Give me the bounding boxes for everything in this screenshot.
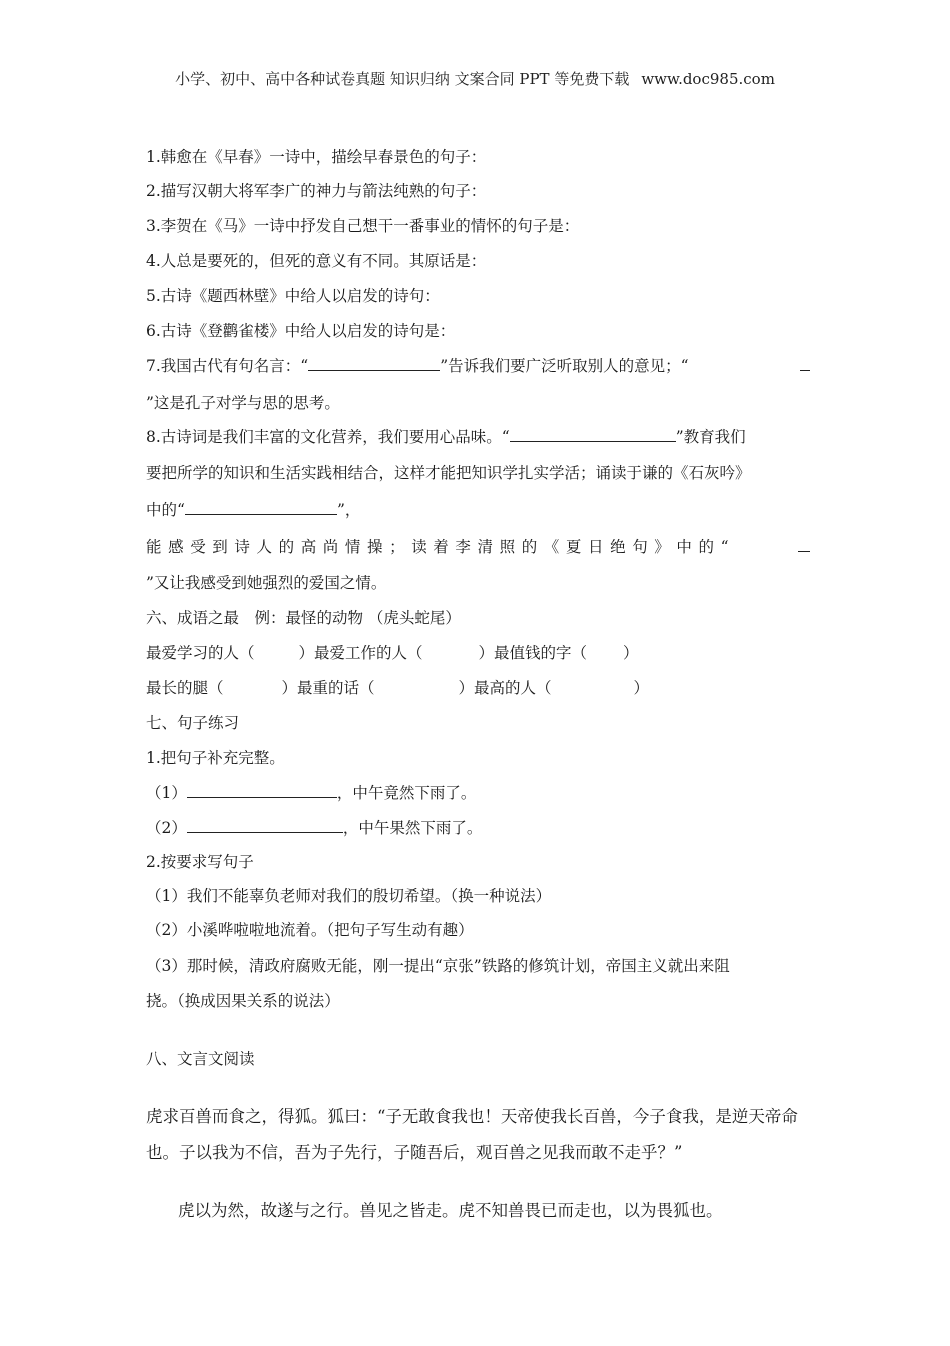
q7-text-c: ”这是孔子对学与思的思考。 (146, 394, 340, 412)
q8-text-f: 能感受到诗人的高尚情操；读着李清照的《夏日绝句》中的“ (146, 538, 736, 556)
s1-prefix: （1） (146, 784, 187, 802)
s1-suffix: ，中午竟然下雨了。 (336, 784, 477, 802)
section-7-title: 七、句子练习 (146, 714, 240, 732)
idiom-label-money: ）最值钱的字（ (478, 644, 588, 662)
rewrite-2: （2）小溪哗啦啦地流着。（把句子写生动有趣） (146, 921, 474, 939)
section-8-title: 八、文言文阅读 (146, 1050, 255, 1068)
section-7-sub2: 2.按要求写句子 (146, 853, 254, 871)
s1-blank[interactable] (187, 783, 337, 798)
q8-blank-3[interactable] (798, 537, 810, 552)
q8-blank-2[interactable] (185, 500, 337, 515)
section-7-sub1: 1.把句子补充完整。 (146, 749, 285, 767)
q8-text-e: ”， (336, 501, 361, 519)
idiom-label-leg: 最长的腿（ (146, 679, 224, 697)
idiom-label-tall: ）最高的人（ (458, 679, 552, 697)
section-6-title: 六、成语之最 例：最怪的动物 （虎头蛇尾） (146, 609, 461, 627)
q8-text-d: 中的“ (146, 501, 185, 519)
sentence-complete-1 (146, 783, 476, 803)
rewrite-3b: 挠。（换成因果关系的说法） (146, 992, 340, 1010)
question-7-line1 (146, 356, 810, 376)
q7-blank-2[interactable] (800, 356, 810, 371)
sentence-complete-2 (146, 818, 482, 838)
q7-blank-1[interactable] (308, 356, 440, 371)
idiom-label-work: ）最爱工作的人（ (298, 644, 423, 662)
q8-text-b: ”教育我们 (675, 428, 746, 446)
question-8-line4 (146, 537, 810, 557)
idiom-label-study: 最爱学习的人（ (146, 644, 255, 662)
question-8-line1 (146, 427, 746, 447)
q7-text-a: 7.我国古代有句名言：“ (146, 357, 309, 375)
q8-text-a: 8.古诗词是我们丰富的文化营养，我们要用心品味。“ (146, 428, 510, 446)
header-url[interactable]: www.doc985.com (641, 70, 775, 88)
idiom-close-2: ） (633, 679, 650, 697)
rewrite-3a: （3）那时候，清政府腐败无能，刚一提出“京张”铁路的修筑计划，帝国主义就出来阻 (146, 957, 730, 975)
page-header (0, 68, 950, 89)
question-6: 6.古诗《登鹳雀楼》中给人以启发的诗句是： (146, 322, 456, 340)
question-5: 5.古诗《题西林壁》中给人以启发的诗句： (146, 287, 440, 305)
s2-suffix: ，中午果然下雨了。 (342, 819, 483, 837)
s2-prefix: （2） (146, 819, 187, 837)
question-8-line3 (146, 500, 360, 520)
section-6-row1 (146, 643, 639, 663)
header-text: 小学、初中、高中各种试卷真题 知识归纳 文案合同 PPT 等免费下载 (175, 70, 630, 88)
s2-blank[interactable] (187, 818, 343, 833)
idiom-close-1: ） (623, 644, 639, 662)
question-2: 2.描写汉朝大将军李广的神力与箭法纯熟的句子： (146, 182, 487, 200)
classical-paragraph-2: 虎以为然，故遂与之行。兽见之皆走。虎不知兽畏已而走也，以为畏狐也。 (178, 1201, 723, 1220)
q8-text-g: ”又让我感受到她强烈的爱国之情。 (146, 574, 387, 592)
q8-text-c: 要把所学的知识和生活实践相结合，这样才能把知识学扎实学活；诵读于谦的《石灰吟》 (146, 464, 751, 482)
rewrite-1: （1）我们不能辜负老师对我们的殷切希望。（换一种说法） (146, 887, 552, 905)
question-3: 3.李贺在《马》一诗中抒发自己想干一番事业的情怀的句子是： (146, 217, 580, 235)
question-1: 1.韩愈在《早春》一诗中，描绘早春景色的句子： (146, 148, 487, 166)
section-6-row2 (146, 678, 649, 698)
classical-paragraph-1: 虎求百兽而食之，得狐。狐曰：“子无敢食我也！天帝使我长百兽，今子食我，是逆天帝命也。子以我为不信，吾为子先行，子随吾后，观百兽之见我而敢不走乎？” (146, 1107, 798, 1162)
question-4: 4.人总是要死的，但死的意义有不同。其原话是： (146, 252, 487, 270)
q7-text-b: ”告诉我们要广泛听取别人的意见；“ (440, 357, 689, 375)
idiom-label-words: ）最重的话（ (281, 679, 375, 697)
q8-blank-1[interactable] (510, 427, 676, 442)
